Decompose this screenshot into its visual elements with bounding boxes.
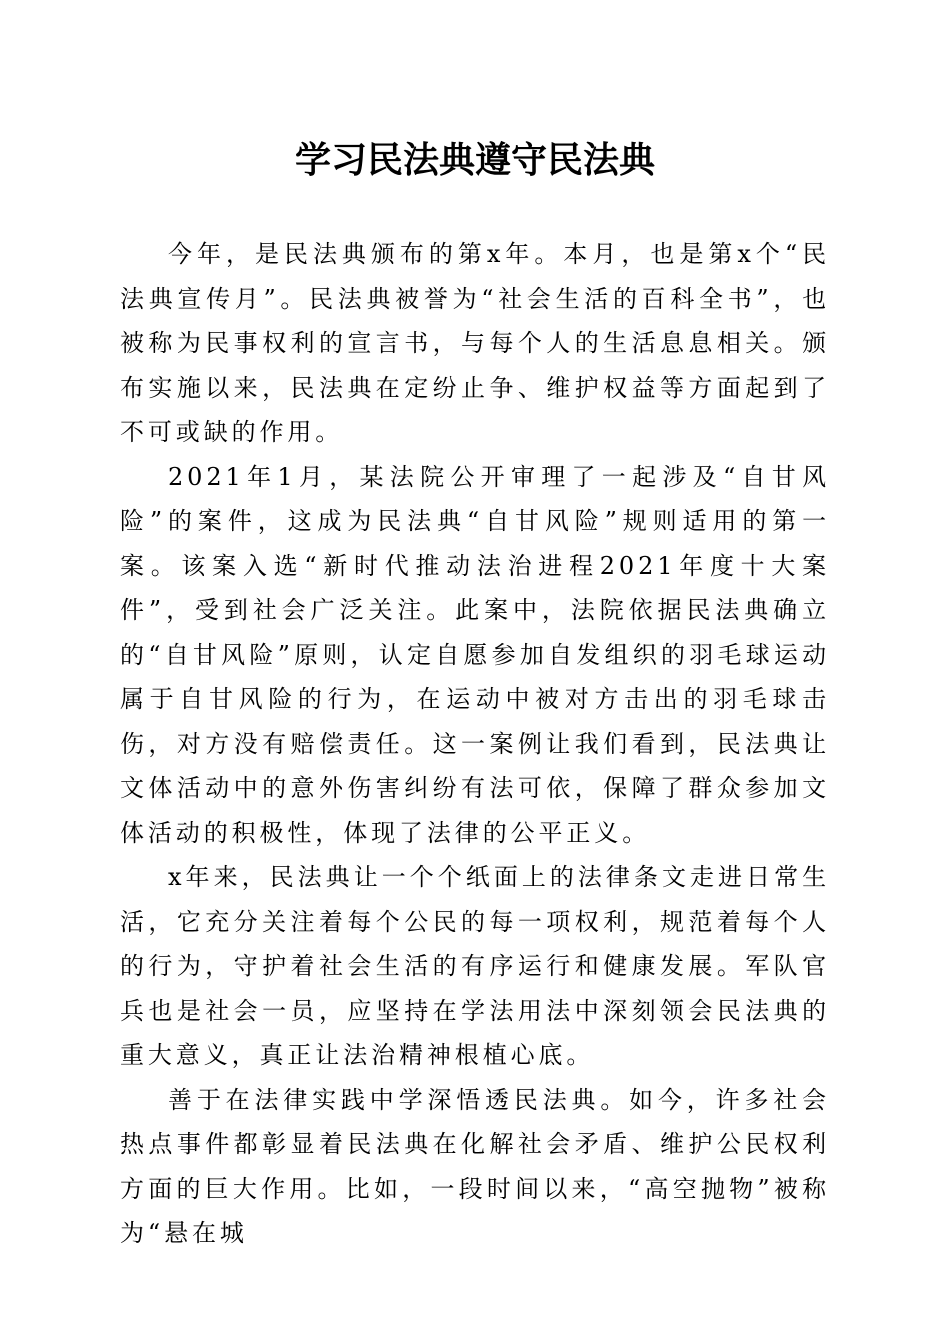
paragraph-3: x年来，民法典让一个个纸面上的法律条文走进日常生活，它充分关注着每个公民的每一项权利，规范着每个人的行为，守护着社会生活的有序运行和健康发展。军队官兵也是社会一员，应坚持在学法用法中深刻领会民法典的重大意义，真正让法治精神根植心底。 — [120, 863, 830, 1069]
document-body — [120, 232, 830, 1256]
paragraph-1: 今年，是民法典颁布的第x年。本月，也是第x个“民法典宣传月”。民法典被誉为“社会生活的百科全书”，也被称为民事权利的宣言书，与每个人的生活息息相关。颁布实施以来，民法典在定纷止争、维护权益等方面起到了不可或缺的作用。 — [120, 240, 830, 446]
document-title: 学习民法典遵守民法典 — [294, 139, 655, 181]
paragraph-2: 2021年1月，某法院公开审理了一起涉及“自甘风险”的案件，这成为民法典“自甘风险”规则适用的第一案。该案入选“新时代推动法治进程2021年度十大案件”，受到社会广泛关注。此案中，法院依据民法典确立的“自甘风险”原则，认定自愿参加自发组织的羽毛球运动属于自甘风险的行为，在运动中被对方击出的羽毛球击伤，对方没有赔偿责任。这一案例让我们看到，民法典让文体活动中的意外伤害纠纷有法可依，保障了群众参加文体活动的积极性，体现了法律的公平正义。 — [120, 462, 830, 847]
paragraph-4: 善于在法律实践中学深悟透民法典。如今，许多社会热点事件都彰显着民法典在化解社会矛盾、维护公民权利方面的巨大作用。比如，一段时间以来，“高空抛物”被称为“悬在城 — [120, 1085, 830, 1247]
